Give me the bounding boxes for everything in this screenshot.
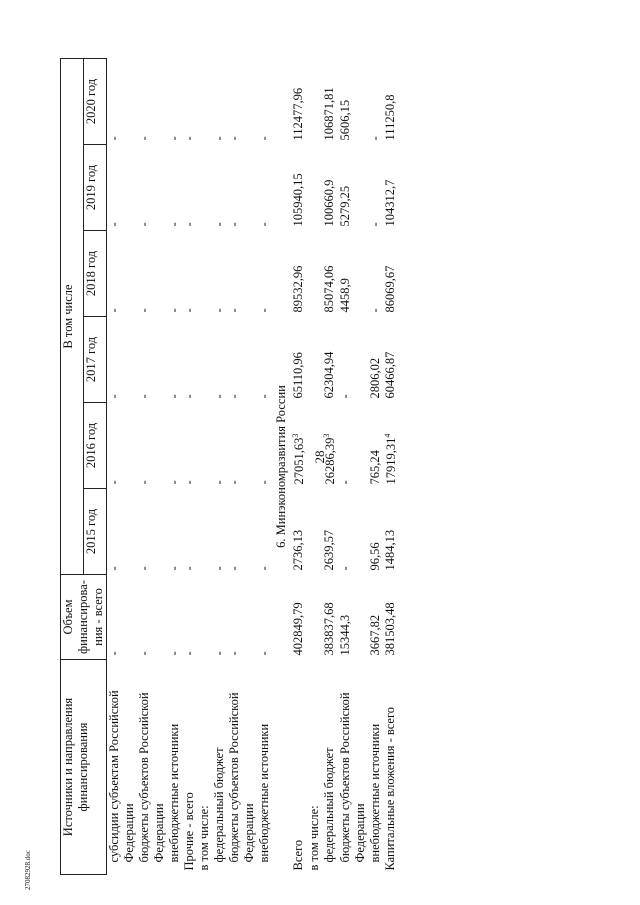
row-value xyxy=(197,145,212,231)
row-label: субсидии субъектам Российской Федерации xyxy=(107,690,136,863)
row-value xyxy=(107,231,138,317)
value-text: 1484,13 xyxy=(383,529,398,571)
row-value xyxy=(107,317,138,403)
row-value xyxy=(137,59,167,145)
table-row xyxy=(197,59,212,875)
value-text: - xyxy=(167,480,181,485)
row-value xyxy=(368,145,383,231)
row-value xyxy=(307,59,322,145)
row-value xyxy=(307,317,322,403)
value-text: 106871,81 xyxy=(322,87,337,141)
row-value xyxy=(383,575,399,660)
row-value xyxy=(227,59,257,145)
row-label: бюджеты субъектов Российской Федерации xyxy=(137,692,166,863)
value-text: 3667,82 xyxy=(368,614,383,656)
row-value xyxy=(338,231,368,317)
row-value xyxy=(322,403,338,489)
value-text: 89532,96 xyxy=(291,265,305,313)
row-value xyxy=(137,575,167,660)
row-value xyxy=(383,59,399,145)
value-text: - xyxy=(257,394,271,399)
row-value xyxy=(137,231,167,317)
row-value xyxy=(182,231,197,317)
header-year: 2018 год xyxy=(84,231,107,317)
table-row xyxy=(383,59,399,875)
value-text: - xyxy=(182,480,196,485)
value-text: - xyxy=(227,222,241,227)
row-value xyxy=(338,575,368,660)
value-text: 86069,67 xyxy=(383,265,398,313)
row-value xyxy=(291,59,307,145)
value-text: 2806,02 xyxy=(368,357,383,399)
value-text: - xyxy=(182,566,196,571)
row-value xyxy=(338,59,368,145)
page-number: 28 xyxy=(312,450,327,464)
value-text: 17919,31 xyxy=(384,437,399,485)
row-value xyxy=(368,489,383,575)
value-text: - xyxy=(137,394,151,399)
table-row xyxy=(368,59,383,875)
row-value xyxy=(167,59,182,145)
row-value xyxy=(212,403,227,489)
value-text: - xyxy=(182,394,196,399)
value-text: 381503,48 xyxy=(383,602,398,656)
row-value xyxy=(197,59,212,145)
row-value xyxy=(212,231,227,317)
row-value xyxy=(227,403,257,489)
row-value xyxy=(137,317,167,403)
row-value xyxy=(182,145,197,231)
value-text: 2639,57 xyxy=(322,529,337,571)
row-value xyxy=(197,575,212,660)
row-value xyxy=(182,317,197,403)
row-value xyxy=(182,489,197,575)
row-label: внебюджетные источники xyxy=(257,723,271,863)
row-value xyxy=(107,489,138,575)
value-text: - xyxy=(167,566,181,571)
footer-filename: 27082928.doc xyxy=(24,850,32,890)
row-value xyxy=(137,489,167,575)
row-value xyxy=(212,59,227,145)
row-value xyxy=(257,575,272,660)
financing-table xyxy=(60,58,399,875)
value-text: 2736,13 xyxy=(291,529,305,571)
row-value xyxy=(182,59,197,145)
value-text: - xyxy=(107,394,121,399)
table-body-top xyxy=(107,59,273,875)
row-value xyxy=(257,403,272,489)
footnote-mark: 3 xyxy=(322,433,332,438)
value-text: - xyxy=(257,480,271,485)
row-value xyxy=(182,575,197,660)
row-value xyxy=(257,231,272,317)
value-text: - xyxy=(107,566,121,571)
row-value xyxy=(322,145,338,231)
value-text: - xyxy=(137,222,151,227)
value-text: - xyxy=(137,308,151,313)
table-row xyxy=(257,59,272,875)
row-value xyxy=(257,317,272,403)
section-row-group xyxy=(272,59,291,875)
row-value xyxy=(291,317,307,403)
value-text: 112477,96 xyxy=(291,87,305,141)
row-label: бюджеты субъектов Российской Федерации xyxy=(227,692,256,863)
value-text: 27051,63 xyxy=(292,437,307,485)
row-value xyxy=(182,403,197,489)
row-value xyxy=(197,231,212,317)
header-total: Объем финансирова-ния - всего xyxy=(61,575,107,660)
value-text: 105940,15 xyxy=(291,173,305,227)
row-value xyxy=(383,317,399,403)
value-text: - xyxy=(212,136,226,141)
row-value xyxy=(368,575,383,660)
row-value xyxy=(212,575,227,660)
row-value xyxy=(368,403,383,489)
value-text: - xyxy=(107,480,121,485)
value-text: - xyxy=(167,308,181,313)
value-text: - xyxy=(107,651,121,656)
header-year: 2016 год xyxy=(84,403,107,489)
row-value xyxy=(338,145,368,231)
value-text: - xyxy=(182,222,196,227)
value-text: - xyxy=(257,308,271,313)
value-text: - xyxy=(182,651,196,656)
row-value xyxy=(307,575,322,660)
table-row xyxy=(167,59,182,875)
value-text: - xyxy=(137,136,151,141)
value-text: - xyxy=(107,222,121,227)
table-row xyxy=(291,59,307,875)
value-text: 15344,3 xyxy=(338,614,353,656)
value-text: 111250,8 xyxy=(383,94,398,141)
value-text: - xyxy=(167,394,181,399)
value-text: - xyxy=(257,566,271,571)
row-value xyxy=(257,145,272,231)
row-value xyxy=(257,59,272,145)
row-value xyxy=(167,489,182,575)
row-value xyxy=(257,489,272,575)
row-value xyxy=(383,489,399,575)
row-value xyxy=(322,231,338,317)
value-text: - xyxy=(257,651,271,656)
value-text: - xyxy=(137,566,151,571)
value-text: 85074,06 xyxy=(322,265,337,313)
section-title: 6. Минэкономразвития России xyxy=(274,385,288,548)
header-source: Источники и направления финансирования xyxy=(61,660,107,875)
table-body-bottom xyxy=(291,59,399,875)
row-label: Прочие - всего xyxy=(182,792,196,871)
row-value xyxy=(307,145,322,231)
row-value xyxy=(383,231,399,317)
row-value xyxy=(307,231,322,317)
value-text: - xyxy=(212,308,226,313)
row-label: в том числе: xyxy=(307,805,322,871)
value-text: - xyxy=(227,394,241,399)
value-text: - xyxy=(227,308,241,313)
value-text: - xyxy=(368,308,383,313)
table-header xyxy=(61,59,107,875)
row-value xyxy=(383,403,399,489)
value-text: - xyxy=(338,566,353,571)
row-value xyxy=(322,317,338,403)
table-row xyxy=(182,59,197,875)
value-text: - xyxy=(107,308,121,313)
value-text: - xyxy=(227,566,241,571)
row-value xyxy=(167,231,182,317)
row-value xyxy=(107,59,138,145)
table-row xyxy=(338,59,368,875)
row-label: внебюджетные источники xyxy=(368,723,383,863)
row-value xyxy=(167,317,182,403)
value-text: - xyxy=(338,480,353,485)
value-text: 60466,87 xyxy=(383,351,398,399)
value-text: - xyxy=(107,136,121,141)
row-value xyxy=(291,145,307,231)
value-text: 383837,68 xyxy=(322,602,337,656)
header-including: В том числе xyxy=(61,59,84,575)
row-value xyxy=(197,403,212,489)
value-text: - xyxy=(257,136,271,141)
row-value xyxy=(212,145,227,231)
row-value xyxy=(322,59,338,145)
table-row xyxy=(322,59,338,875)
value-text: - xyxy=(182,308,196,313)
header-year: 2015 год xyxy=(84,489,107,575)
table-row xyxy=(107,59,138,875)
row-value xyxy=(137,403,167,489)
row-value xyxy=(338,489,368,575)
value-text: - xyxy=(167,136,181,141)
row-value xyxy=(107,403,138,489)
row-value xyxy=(167,575,182,660)
footnote-mark: 3 xyxy=(291,433,300,438)
row-value xyxy=(227,231,257,317)
value-text: 62304,94 xyxy=(322,351,337,399)
row-value xyxy=(291,489,307,575)
row-label: федеральный бюджет xyxy=(322,747,337,863)
value-text: 104312,7 xyxy=(383,179,398,227)
value-text: - xyxy=(167,651,181,656)
row-label: Капитальные вложения - всего xyxy=(383,706,398,871)
value-text: 100660,9 xyxy=(322,179,337,227)
value-text: - xyxy=(167,222,181,227)
value-text: - xyxy=(137,480,151,485)
value-text: - xyxy=(137,651,151,656)
row-value xyxy=(212,317,227,403)
row-value xyxy=(197,317,212,403)
value-text: 5606,15 xyxy=(338,99,353,141)
row-label: Всего xyxy=(291,839,305,871)
row-value xyxy=(322,489,338,575)
value-text: - xyxy=(212,394,226,399)
row-value xyxy=(137,145,167,231)
value-text: - xyxy=(182,136,196,141)
row-value xyxy=(291,403,307,489)
value-text: 402849,79 xyxy=(291,602,305,656)
row-value xyxy=(197,489,212,575)
value-text: - xyxy=(227,136,241,141)
row-value xyxy=(227,489,257,575)
row-label: бюджеты субъектов Российской Федерации xyxy=(338,692,368,863)
row-value xyxy=(227,145,257,231)
table-row xyxy=(212,59,227,875)
value-text: 5279,25 xyxy=(338,185,353,227)
value-text: - xyxy=(257,222,271,227)
table-row xyxy=(227,59,257,875)
row-value xyxy=(227,575,257,660)
value-text: - xyxy=(368,136,383,141)
value-text: 96,56 xyxy=(368,542,383,571)
row-value xyxy=(368,231,383,317)
value-text: 65110,96 xyxy=(291,352,305,399)
row-value xyxy=(291,575,307,660)
row-value xyxy=(383,145,399,231)
row-label: федеральный бюджет xyxy=(212,747,226,863)
value-text: - xyxy=(212,222,226,227)
row-label: в том числе: xyxy=(197,805,211,871)
row-value xyxy=(338,317,368,403)
row-value xyxy=(107,575,138,660)
value-text: 4458,9 xyxy=(338,278,353,313)
row-value xyxy=(368,59,383,145)
value-text: - xyxy=(212,480,226,485)
value-text: - xyxy=(368,222,383,227)
row-value xyxy=(307,489,322,575)
value-text: 765,24 xyxy=(368,450,383,485)
row-value xyxy=(291,231,307,317)
table-row xyxy=(307,59,322,875)
row-value xyxy=(368,317,383,403)
row-value xyxy=(167,403,182,489)
row-value xyxy=(167,145,182,231)
row-value xyxy=(338,403,368,489)
row-value xyxy=(107,145,138,231)
row-value xyxy=(212,489,227,575)
value-text: - xyxy=(212,566,226,571)
table-row xyxy=(137,59,167,875)
value-text: - xyxy=(338,394,353,399)
value-text: - xyxy=(212,651,226,656)
header-year: 2017 год xyxy=(84,317,107,403)
row-value xyxy=(227,317,257,403)
value-text: - xyxy=(227,651,241,656)
header-year: 2019 год xyxy=(84,145,107,231)
row-label: внебюджетные источники xyxy=(167,723,181,863)
value-text: 26286,39 xyxy=(323,437,338,485)
row-value xyxy=(307,403,322,489)
header-year: 2020 год xyxy=(84,59,107,145)
footnote-mark: 4 xyxy=(383,433,393,438)
row-value xyxy=(322,575,338,660)
value-text: - xyxy=(227,480,241,485)
